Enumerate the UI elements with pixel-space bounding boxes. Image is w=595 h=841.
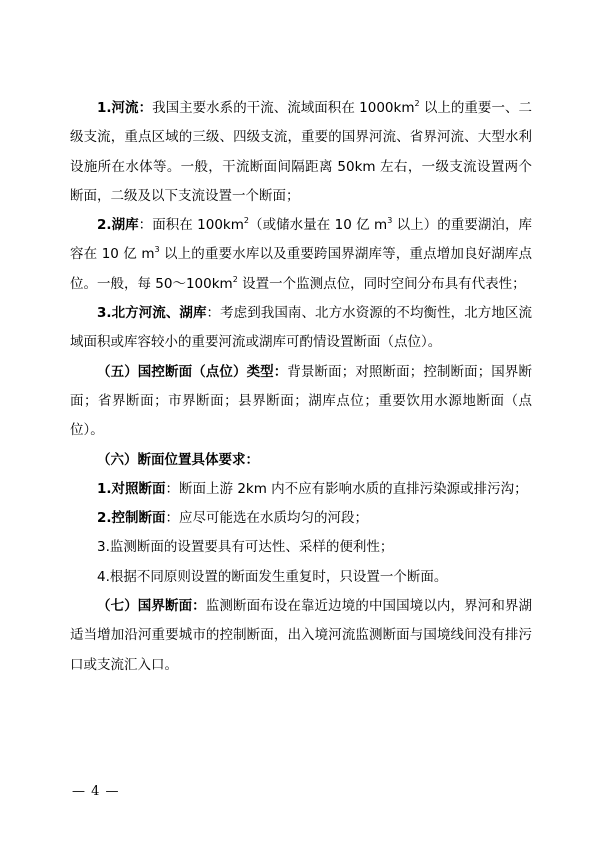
paragraph-access — [70, 533, 532, 562]
paragraph-north — [70, 299, 532, 358]
page-number: — 4 — — [72, 784, 120, 799]
heading-control-ref: 1.对照断面 — [97, 480, 166, 497]
control-ref-text: ：断面上游 2km 内不应有影响水质的直排污染源或排污沟； — [165, 480, 528, 497]
paragraph-duplicate — [70, 563, 532, 592]
lakes-text-5: 设置一个监测点位，同时空间分布具有代表性； — [237, 275, 526, 292]
heading-lakes: 2.湖库 — [97, 217, 139, 234]
paragraph-control-ref — [70, 475, 532, 504]
heading-north: 3.北方河流、湖库 — [97, 305, 207, 322]
rivers-text-1: 我国主要水系的干流、流域面积在 1000km — [152, 100, 415, 116]
superscript: 2 — [414, 99, 420, 108]
heading-border: （七）国界断面： — [97, 598, 206, 615]
types-text: 背景断面；对照断面；控制断面；国界断面；省界断面；市界断面；县界断面；湖库点位；重要饮用水源地断面（点位）。 — [70, 363, 533, 439]
superscript: 3 — [154, 245, 160, 255]
duplicate-text: 4.根据不同原则设置的断面发生重复时，只设置一个断面。 — [97, 568, 448, 585]
control-text: ：应尽可能选在水质均匀的河段； — [165, 510, 369, 527]
lakes-text-4: 以上的重要水库以及重要跨国界湖库等，重点增加良好湖库点位。一般，每 50～100km — [70, 246, 533, 292]
border-text: 监测断面布设在靠近边境的中国国境以内，界河和界湖适当增加沿河重要城市的控制断面，出入境河流监测断面与国境线间没有排污口或支流汇入口。 — [70, 598, 533, 673]
north-text: ：考虑到我国南、北方水资源的不均衡性，北方地区流域面积或库容较小的重要河流或湖库可酌情设置断面（点位）。 — [70, 305, 532, 351]
paragraph-rivers — [70, 94, 532, 211]
superscript: 2 — [232, 274, 238, 284]
paragraph-lakes — [70, 211, 532, 299]
document-body — [70, 94, 532, 680]
lakes-text-3: 以上）的重要湖泊，库容在 10 亿 m — [70, 217, 533, 263]
paragraph-requirements — [70, 446, 532, 475]
paragraph-types — [70, 358, 532, 446]
paragraph-border — [70, 592, 532, 680]
heading-rivers: 1.河流： — [97, 100, 153, 116]
lakes-text-2: （或储水量在 10 亿 m — [249, 217, 388, 234]
superscript: 3 — [387, 216, 393, 226]
paragraph-control — [70, 504, 532, 533]
access-text: 3.监测断面的设置要具有可达性、采样的便利性； — [97, 539, 394, 556]
lakes-text-1: ：面积在 100km — [138, 217, 244, 234]
heading-control: 2.控制断面 — [97, 510, 166, 527]
rivers-text-2: 以上的重要一、二级支流，重点区域的三级、四级支流，重要的国界河流、省界河流、大型水利设施所在水体等。一般，干流断面间隔距离 50km 左右，一级支流设置两个断面，二级及以下支流设置一个断面； — [70, 100, 532, 204]
heading-types: （五）国控断面（点位）类型： — [97, 363, 288, 380]
heading-requirements: （六）断面位置具体要求： — [97, 451, 259, 468]
superscript: 2 — [243, 216, 249, 226]
